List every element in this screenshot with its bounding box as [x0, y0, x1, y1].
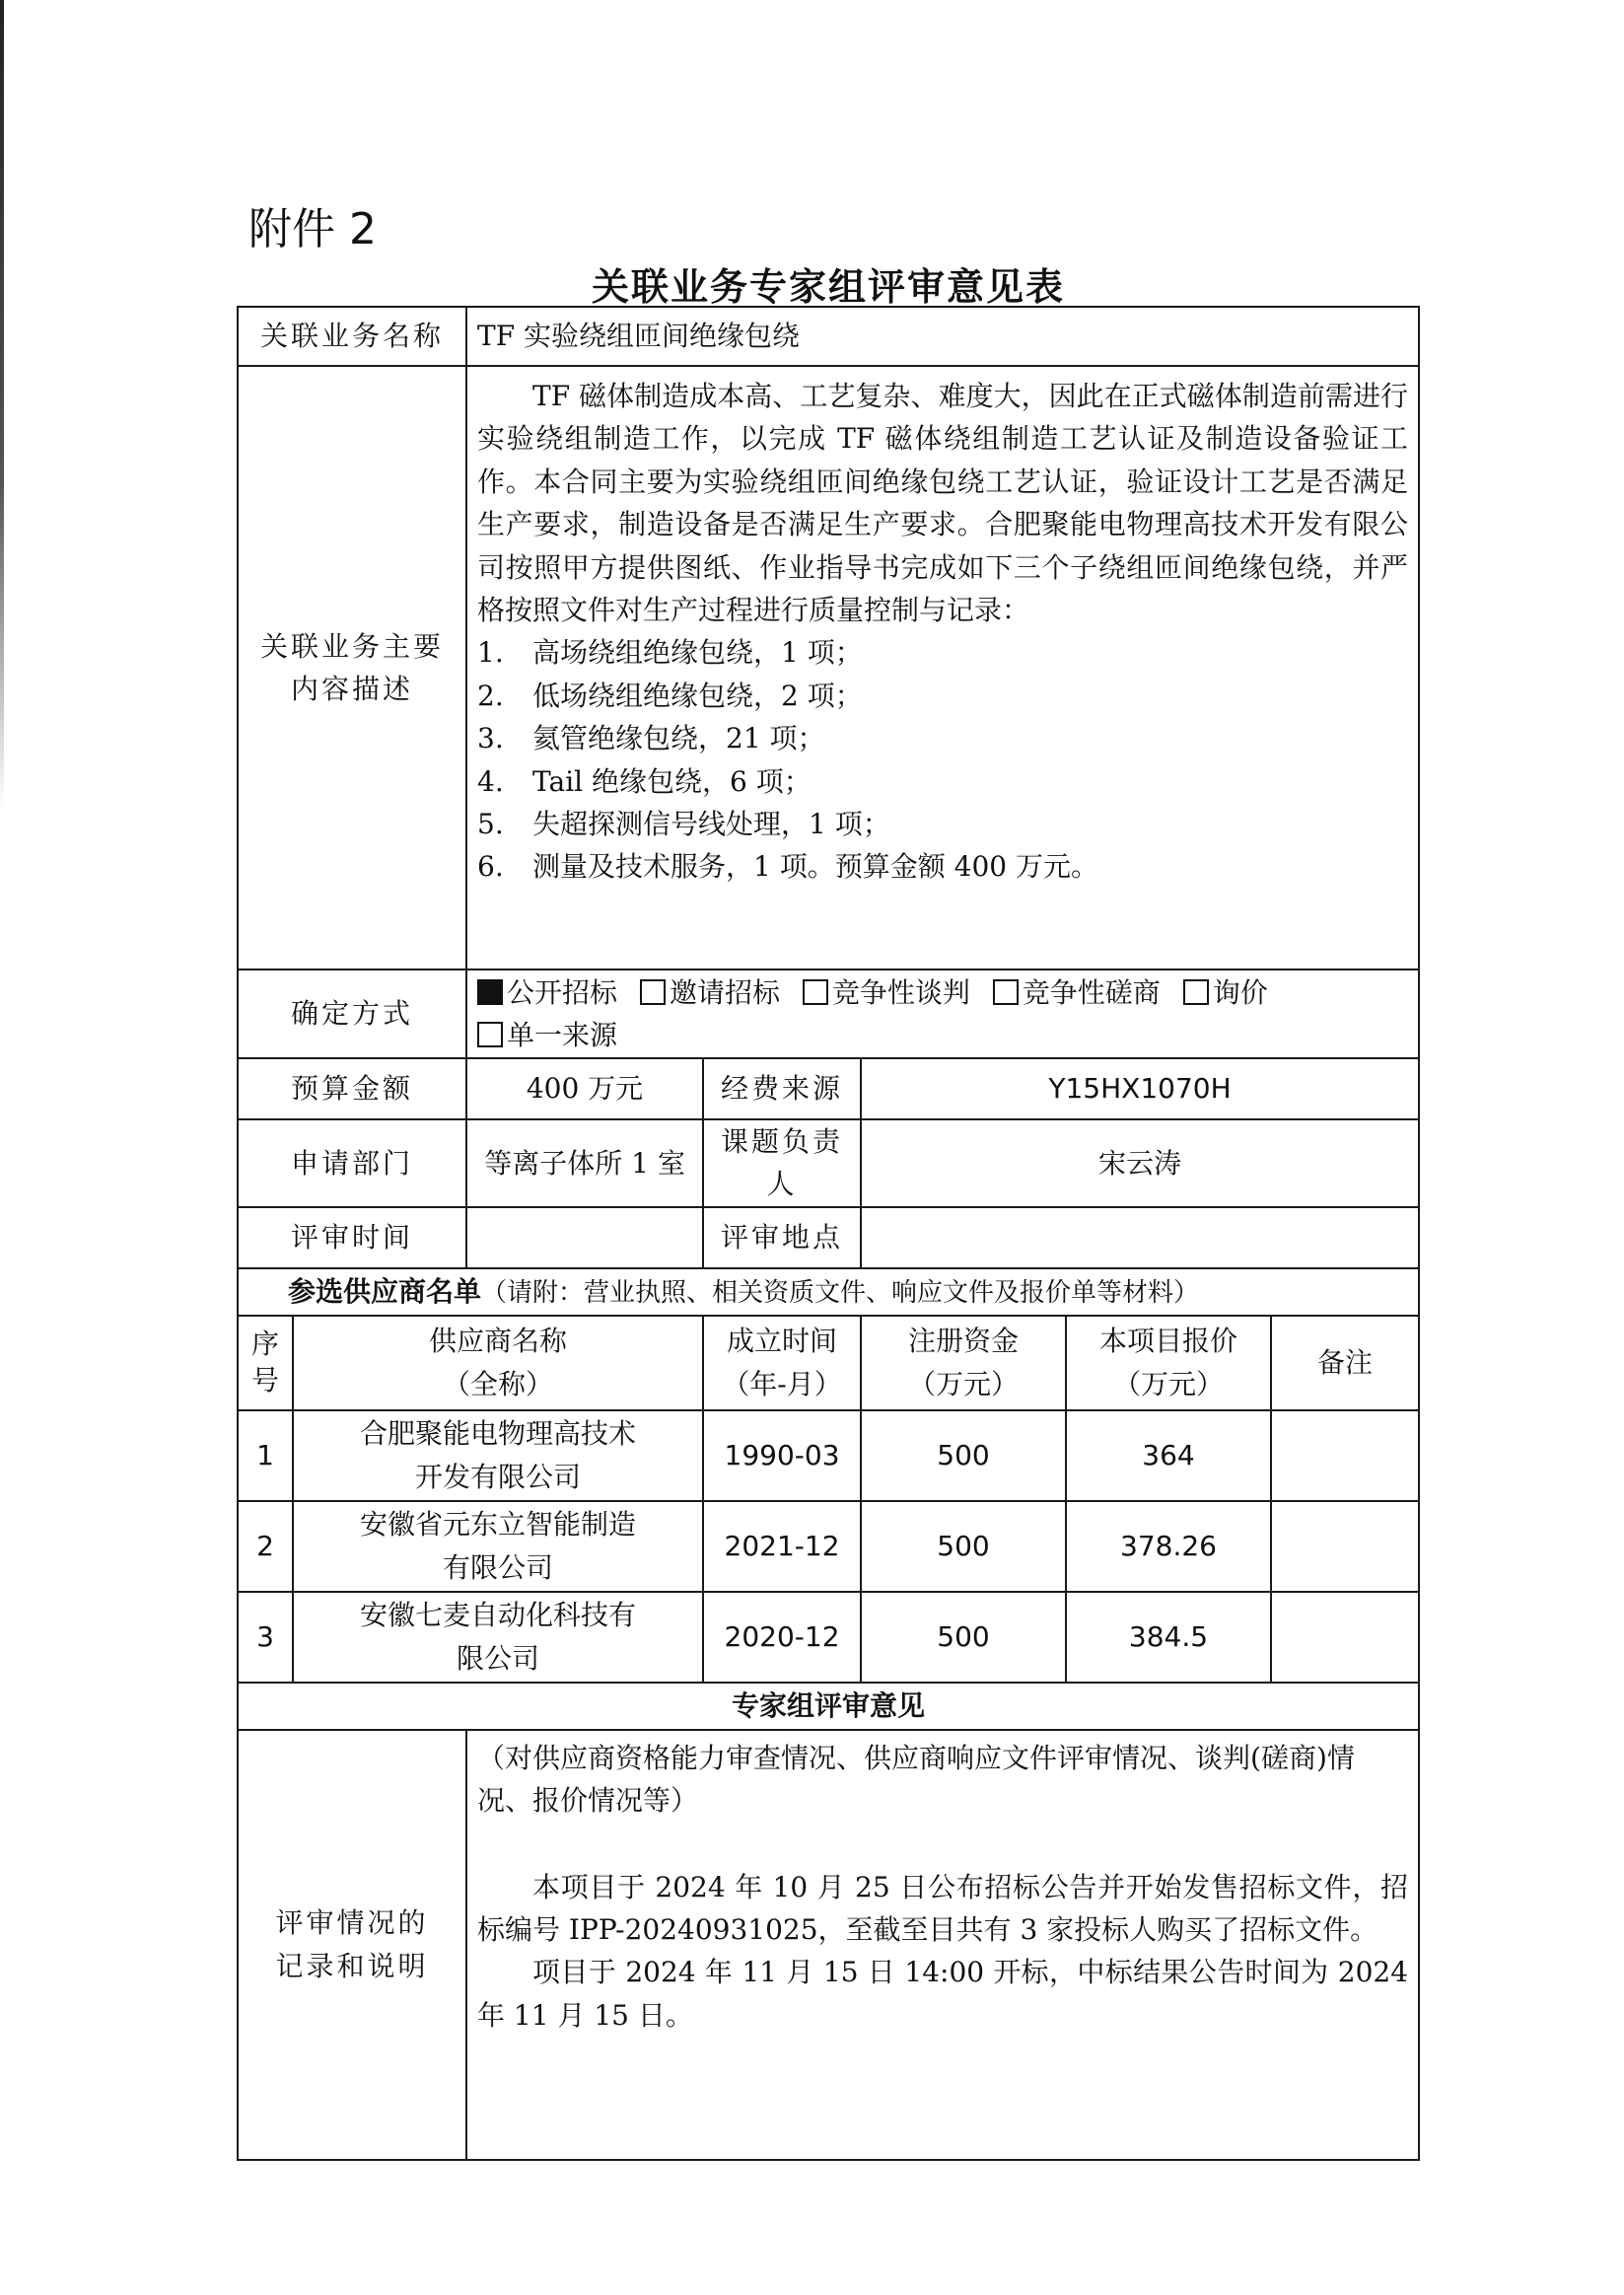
option-competitive-consultation[interactable]	[993, 976, 1161, 1009]
option-label: 公开招标	[507, 975, 618, 1009]
item-text: 测量及技术服务，1 项。预算金额 400 万元。	[532, 850, 1098, 884]
remark-header: 备注	[1271, 1316, 1419, 1410]
method-options	[466, 969, 1419, 1058]
supplier-founded: 2020-12	[703, 1592, 861, 1683]
table-row	[238, 1501, 1419, 1592]
supplier-name-line1: 安徽省元东立智能制造	[360, 1508, 637, 1542]
checkbox-icon	[803, 979, 828, 1005]
table-row	[238, 1592, 1419, 1683]
supplier-name	[293, 1501, 703, 1592]
checkbox-icon	[1183, 979, 1209, 1005]
review-place-label: 评审地点	[703, 1207, 861, 1268]
option-single-source[interactable]	[477, 1019, 617, 1051]
supplier-capital: 500	[861, 1410, 1066, 1501]
item-text: 高场绕组绝缘包绕，1 项；	[532, 636, 863, 670]
department-row	[238, 1119, 1419, 1207]
option-inquiry[interactable]	[1183, 976, 1268, 1009]
suppliers-section-row	[238, 1268, 1419, 1316]
document-title: 关联业务专家组评审意见表	[591, 265, 1065, 309]
supplier-name-line1: 合肥聚能电物理高技术	[360, 1417, 637, 1451]
option-label: 单一来源	[507, 1019, 618, 1051]
list-item	[477, 845, 1408, 888]
business-name-row	[238, 307, 1419, 366]
review-record-label-line2: 记录和说明	[275, 1949, 429, 1982]
list-item	[477, 760, 1408, 803]
supplier-name	[293, 1592, 703, 1683]
quote-header	[1066, 1316, 1271, 1410]
review-hint: （对供应商资格能力审查情况、供应商响应文件评审情况、谈判(磋商)情况、报价情况等）	[477, 1741, 1355, 1818]
department-label: 申请部门	[238, 1119, 466, 1207]
review-paragraph-2: 项目于 2024 年 11 月 15 日 14:00 开标，中标结果公告时间为 2024 年 11 月 15 日。	[477, 1956, 1409, 2032]
review-record-label	[238, 1730, 466, 2160]
review-time-row	[238, 1207, 1419, 1268]
review-paragraph-1: 本项目于 2024 年 10 月 25 日公布招标公告并开始发售招标文件，招标编号 IPP-20240931025，至截至目共有 3 家投标人购买了招标文件。	[477, 1870, 1409, 1946]
item-number: 1.	[477, 636, 504, 670]
supplier-name	[293, 1410, 703, 1501]
item-text: 失超探测信号线处理，1 项；	[532, 807, 890, 840]
checkbox-icon	[477, 1022, 503, 1047]
review-record-row	[238, 1730, 1419, 2160]
supplier-remark	[1271, 1501, 1419, 1592]
option-label: 竞争性磋商	[1022, 975, 1161, 1009]
department-value: 等离子体所 1 室	[466, 1119, 703, 1207]
description-row	[238, 366, 1419, 969]
option-public-tender[interactable]	[477, 976, 617, 1009]
description-item-list	[477, 631, 1408, 888]
scan-edge-shadow	[0, 0, 4, 809]
review-time-label: 评审时间	[238, 1207, 466, 1268]
capital-header-line2: （万元）	[908, 1367, 1020, 1400]
spacer	[477, 1823, 1408, 1866]
fund-source-value: Y15HX1070H	[861, 1058, 1419, 1119]
budget-row	[238, 1058, 1419, 1119]
checkbox-checked-icon	[477, 979, 503, 1005]
capital-header	[861, 1316, 1066, 1410]
supplier-name-header-line1: 供应商名称	[429, 1325, 568, 1358]
list-item	[477, 675, 1408, 717]
supplier-seq: 1	[238, 1410, 293, 1501]
description-content	[466, 366, 1419, 969]
supplier-remark	[1271, 1592, 1419, 1683]
option-competitive-negotiation[interactable]	[803, 976, 970, 1009]
supplier-name-header	[293, 1316, 703, 1410]
quote-header-line2: （万元）	[1113, 1367, 1225, 1400]
checkbox-icon	[993, 979, 1019, 1005]
suppliers-section-title: 参选供应商名单	[288, 1275, 482, 1309]
project-owner-value: 宋云涛	[861, 1119, 1419, 1207]
founded-header-line1: 成立时间	[727, 1325, 838, 1358]
project-owner-label: 课题负责人	[703, 1119, 861, 1207]
description-label	[238, 366, 466, 969]
supplier-founded: 1990-03	[703, 1410, 861, 1501]
description-paragraph: TF 磁体制造成本高、工艺复杂、难度大，因此在正式磁体制造前需进行实验绕组制造工作，以完成 TF 磁体绕组制造工艺认证及制造设备验证工作。本合同主要为实验绕组匝间绝缘包绕工艺认证，验证设计工艺是否满足生产要求，制造设备是否满足生产要求。合肥聚能电物理高技术开发有限公司按照甲方提供图纸、作业指导书完成如下三个子绕组匝间绝缘包绕，并严格按照文件对生产过程进行质量控制与记录：	[477, 380, 1409, 626]
attachment-label: 附件 2	[248, 204, 377, 254]
item-text: 氦管绝缘包绕，21 项；	[532, 722, 825, 755]
founded-header-line2: （年-月）	[722, 1367, 842, 1400]
method-row	[238, 969, 1419, 1058]
supplier-name-line1: 安徽七麦自动化科技有	[360, 1599, 637, 1632]
supplier-name-line2: 限公司	[457, 1641, 540, 1675]
description-label-line2: 内容描述	[291, 673, 414, 705]
expert-section-title: 专家组评审意见	[238, 1683, 1419, 1730]
review-time-value	[466, 1207, 703, 1268]
supplier-table-header	[238, 1316, 1419, 1410]
review-record-content	[466, 1730, 1419, 2160]
review-record-label-line1: 评审情况的	[275, 1906, 429, 1940]
supplier-quote: 378.26	[1066, 1501, 1271, 1592]
description-label-line1: 关联业务主要	[260, 629, 445, 663]
table-row	[238, 1410, 1419, 1501]
checkbox-icon	[640, 979, 666, 1005]
founded-header	[703, 1316, 861, 1410]
item-number: 2.	[477, 679, 504, 712]
supplier-name-line2: 有限公司	[443, 1550, 554, 1584]
option-label: 竞争性谈判	[831, 975, 970, 1009]
supplier-name-header-line2: （全称）	[443, 1367, 554, 1400]
list-item	[477, 717, 1408, 759]
option-invited-tender[interactable]	[640, 976, 780, 1009]
seq-header	[238, 1316, 293, 1410]
business-name-value: TF 实验绕组匝间绝缘包绕	[466, 307, 1419, 366]
supplier-seq: 2	[238, 1501, 293, 1592]
option-label: 询价	[1212, 975, 1268, 1009]
supplier-founded: 2021-12	[703, 1501, 861, 1592]
supplier-quote: 364	[1066, 1410, 1271, 1501]
item-text: Tail 绝缘包绕，6 项；	[532, 764, 812, 798]
budget-label: 预算金额	[238, 1058, 466, 1119]
list-item	[477, 631, 1408, 674]
suppliers-section-header	[238, 1268, 1419, 1316]
business-name-label: 关联业务名称	[238, 307, 466, 366]
list-item	[477, 803, 1408, 845]
supplier-capital: 500	[861, 1501, 1066, 1592]
supplier-remark	[1271, 1410, 1419, 1501]
supplier-quote: 384.5	[1066, 1592, 1271, 1683]
supplier-name-line2: 开发有限公司	[415, 1460, 582, 1493]
seq-header-text: 序号	[251, 1327, 280, 1397]
capital-header-line1: 注册资金	[908, 1325, 1020, 1358]
suppliers-section-note: （请附：营业执照、相关资质文件、响应文件及报价单等材料）	[481, 1278, 1200, 1309]
budget-value: 400 万元	[466, 1058, 703, 1119]
item-number: 3.	[477, 722, 504, 755]
item-number: 4.	[477, 764, 504, 798]
supplier-seq: 3	[238, 1592, 293, 1683]
method-label: 确定方式	[238, 969, 466, 1058]
review-place-value	[861, 1207, 1419, 1268]
item-number: 6.	[477, 850, 504, 884]
item-number: 5.	[477, 807, 504, 840]
item-text: 低场绕组绝缘包绕，2 项；	[532, 679, 863, 712]
supplier-capital: 500	[861, 1592, 1066, 1683]
quote-header-line1: 本项目报价	[1099, 1325, 1238, 1358]
option-label: 邀请招标	[669, 975, 780, 1009]
fund-source-label: 经费来源	[703, 1058, 861, 1119]
expert-section-row	[238, 1683, 1419, 1730]
review-form-table	[237, 306, 1420, 2161]
